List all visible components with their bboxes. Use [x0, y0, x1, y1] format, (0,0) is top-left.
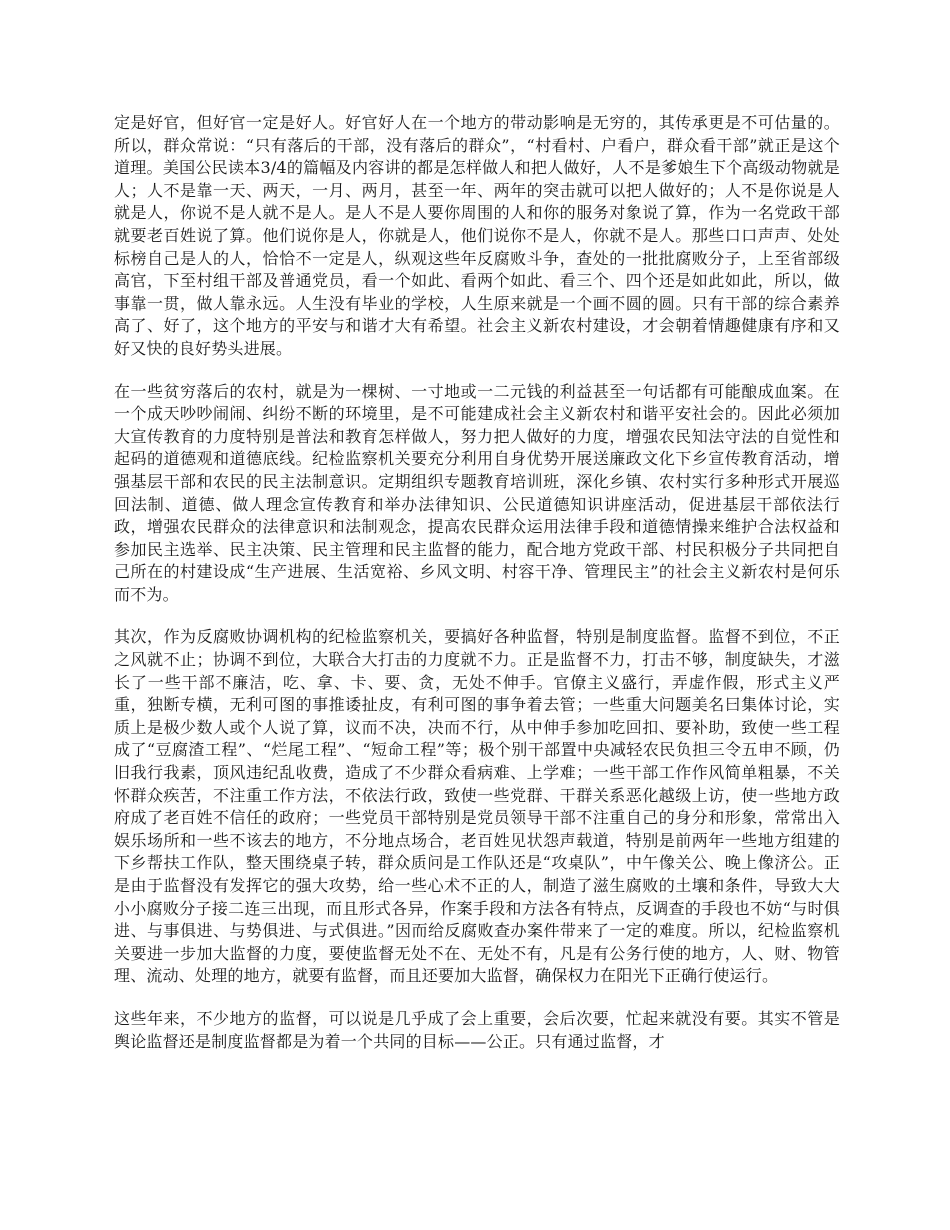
paragraph-4: 这些年来，不少地方的监督，可以说是几乎成了会上重要，会后次要，忙起来就没有要。其实不管是舆论监督还是制度监督都是为着一个共同的目标——公正。只有通过监督，才: [114, 1008, 840, 1051]
document-body: [114, 112, 840, 1073]
paragraph-3: 其次，作为反腐败协调机构的纪检监察机关，要搞好各种监督，特别是制度监督。监督不到位，不正之风就不止；协调不到位，大联合大打击的力度就不力。正是监督不力，打击不够，制度缺失，才滋长了一些干部不廉洁，吃、拿、卡、要、贪，无处不伸手。官僚主义盛行，弄虚作假，形式主义严重，独断专横，无利可图的事推诿扯皮，有利可图的事争着去管；一些重大问题美名曰集体讨论，实质上是极少数人或个人说了算，议而不决，决而不行，从中伸手参加吃回扣、要补助，致使一些工程成了“豆腐渣工程”、“烂尾工程”、“短命工程”等；极个别干部置中央减轻农民负担三令五申不顾，仍旧我行我素，顶风违纪乱收费，造成了不少群众看病难、上学难；一些干部工作作风简单粗暴，不关怀群众疾苦，不注重工作方法，不依法行政，致使一些党群、干群关系恶化越级上访，使一些地方政府成了老百姓不信任的政府；一些党员干部特别是党员领导干部不注重自己的身分和形象，常常出入娱乐场所和一些不该去的地方，不分地点场合，老百姓见状怨声载道，特别是前两年一些地方组建的下乡帮扶工作队，整天围绕桌子转，群众质问是工作队还是“攻桌队”，中午像关公、晚上像济公。正是由于监督没有发挥它的强大攻势，给一些心术不正的人，制造了滋生腐败的土壤和条件，导致大大小小腐败分子接二连三出现，而且形式各异，作案手段和方法各有特点，反调查的手段也不妨“与时俱进、与事俱进、与势俱进、与式俱进。”因而给反腐败查办案件带来了一定的难度。所以，纪检监察机关要进一步加大监督的力度，要使监督无处不在、无处不有，凡是有公务行使的地方，人、财、物管理、流动、处理的地方，就要有监督，而且还要加大监督，确保权力在阳光下正确行使运行。: [114, 627, 840, 986]
paragraph-1: 定是好官，但好官一定是好人。好官好人在一个地方的带动影响是无穷的，其传承更是不可估量的。所以，群众常说：“只有落后的干部，没有落后的群众”，“村看村、户看户，群众看干部”就正是这个道理。美国公民读本3/4的篇幅及内容讲的都是怎样做人和把人做好，人不是爹娘生下个高级动物就是人；人不是靠一天、两天，一月、两月，甚至一年、两年的突击就可以把人做好的；人不是你说是人就是人，你说不是人就不是人。是人不是人要你周围的人和你的服务对象说了算，作为一名党政干部就要老百姓说了算。他们说你是人，你就是人，他们说你不是人，你就不是人。那些口口声声、处处标榜自己是人的人，恰恰不一定是人，纵观这些年反腐败斗争，查处的一批批腐败分子，上至省部级高官，下至村组干部及普通党员，看一个如此、看两个如此、看三个、四个还是如此如此，所以，做事靠一贯，做人靠永远。人生没有毕业的学校，人生原来就是一个画不圆的圆。只有干部的综合素养高了、好了，这个地方的平安与和谐才大有希望。社会主义新农村建设，才会朝着情趣健康有序和又好又快的良好势头进展。: [114, 113, 840, 358]
paragraph-2: 在一些贫穷落后的农村，就是为一棵树、一寸地或一二元钱的利益甚至一句话都有可能酿成血案。在一个成天吵吵闹闹、纠纷不断的环境里，是不可能建成社会主义新农村和谐平安社会的。因此必须加大宣传教育的力度特别是普法和教育怎样做人，努力把人做好的力度，增强农民知法守法的自觉性和起码的道德观和道德底线。纪检监察机关要充分利用自身优势开展送廉政文化下乡宣传教育活动，增强基层干部和农民的民主法制意识。定期组织专题教育培训班，深化乡镇、农村实行多种形式开展巡回法制、道德、做人理念宣传教育和举办法律知识、公民道德知识讲座活动，促进基层干部依法行政，增强农民群众的法律意识和法制观念，提高农民群众运用法律手段和道德情操来维护合法权益和参加民主选举、民主决策、民主管理和民主监督的能力，配合地方党政干部、村民积极分子共同把自己所在的村建设成“生产进展、生活宽裕、乡风文明、村容干净、管理民主”的社会主义新农村是何乐而不为。: [114, 381, 840, 604]
